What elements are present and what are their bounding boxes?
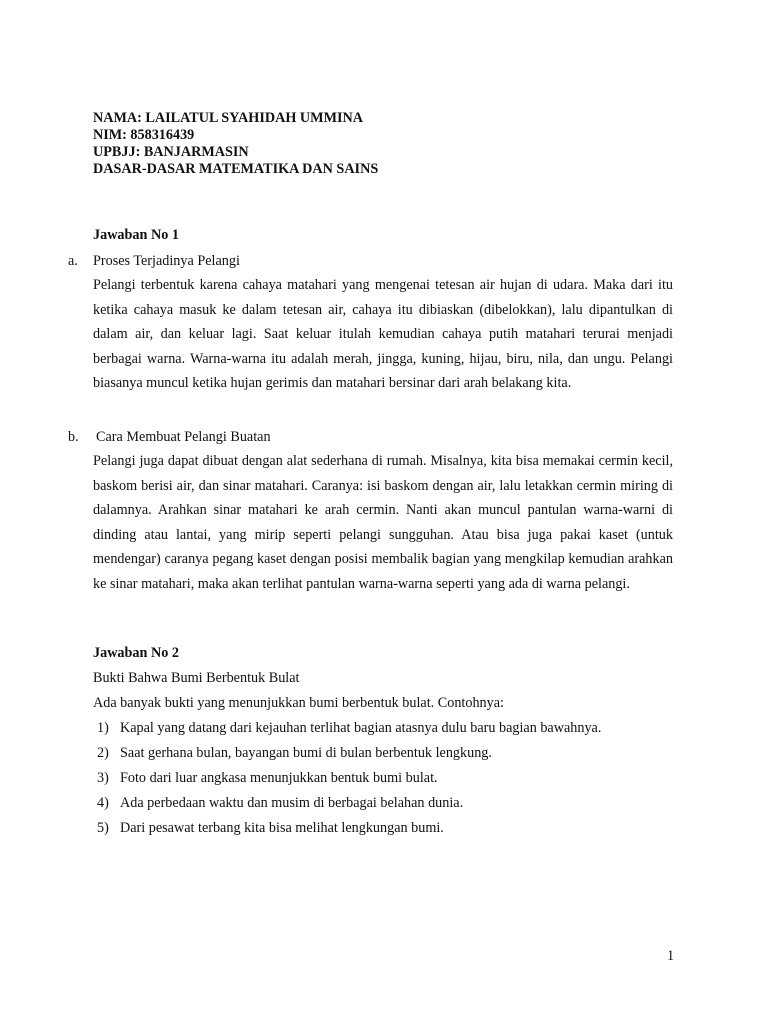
list-item [97,741,601,766]
evidence-list [97,716,601,841]
list-number: 4) [97,795,109,811]
list-number: 5) [97,820,109,836]
course-name: DASAR-DASAR MATEMATIKA DAN SAINS [93,161,379,177]
answer-2-intro: Ada banyak bukti yang menunjukkan bumi berbentuk bulat. Contohnya: [93,695,504,711]
list-item [97,766,601,791]
item-a-title: Proses Terjadinya Pelangi [93,253,240,269]
item-a-paragraph: Pelangi terbentuk karena cahaya matahari yang mengenai tetesan air hujan di udara. Maka dari itu ketika cahaya masuk ke dalam tetesan air, cahaya itu dibiaskan (dibelokkan), lalu dipantulkan di dalam air, dan keluar lagi. Saat keluar itulah kemudian cahaya putih matahari terurai menjadi berbagai warna. Warna-warna itu adalah merah, jingga, kuning, hijau, biru, nila, dan ungu. Pelangi biasanya muncul ketika hujan gerimis dan matahari bersinar dari arah belakang kita. [93,277,673,392]
item-a-marker: a. [68,253,78,269]
list-text: Saat gerhana bulan, bayangan bumi di bulan berbentuk lengkung. [120,745,492,761]
item-b-marker: b. [68,429,79,445]
answer-2-heading: Jawaban No 2 [93,645,179,661]
student-nim: NIM: 858316439 [93,127,195,143]
page-number: 1 [667,948,675,964]
list-text: Kapal yang datang dari kejauhan terlihat bagian atasnya dulu baru bagian bawahnya. [120,720,602,736]
list-text: Dari pesawat terbang kita bisa melihat lengkungan bumi. [120,820,444,836]
list-number: 3) [97,770,109,786]
list-number: 1) [97,720,109,736]
list-item [97,791,601,816]
answer-2-title: Bukti Bahwa Bumi Berbentuk Bulat [93,670,300,686]
item-b-paragraph: Pelangi juga dapat dibuat dengan alat sederhana di rumah. Misalnya, kita bisa memakai cermin kecil, baskom berisi air, dan sinar matahari. Caranya: isi baskom dengan air, lalu letakkan cermin miring di dalamnya. Arahkan sinar matahari ke arah cermin. Nanti akan muncul pantulan warna-warni di dinding atau lantai, yang mirip seperti pelangi sungguhan. Atau bisa juga pakai kaset (untuk mendengar) caranya pegang kaset dengan posisi membalik bagian yang mengkilap kemudian arahkan ke sinar matahari, maka akan terlihat pantulan warna-warna seperti yang ada di warna pelangi. [93,453,673,592]
student-header [93,110,378,178]
item-b-title: Cara Membuat Pelangi Buatan [96,429,271,445]
list-item [97,716,601,741]
student-upbjj: UPBJJ: BANJARMASIN [93,144,249,160]
student-name: NAMA: LAILATUL SYAHIDAH UMMINA [93,110,363,126]
list-number: 2) [97,745,109,761]
answer-1-heading: Jawaban No 1 [93,227,179,243]
list-text: Ada perbedaan waktu dan musim di berbagai belahan dunia. [120,795,464,811]
list-item [97,816,601,841]
list-text: Foto dari luar angkasa menunjukkan bentuk bumi bulat. [120,770,438,786]
